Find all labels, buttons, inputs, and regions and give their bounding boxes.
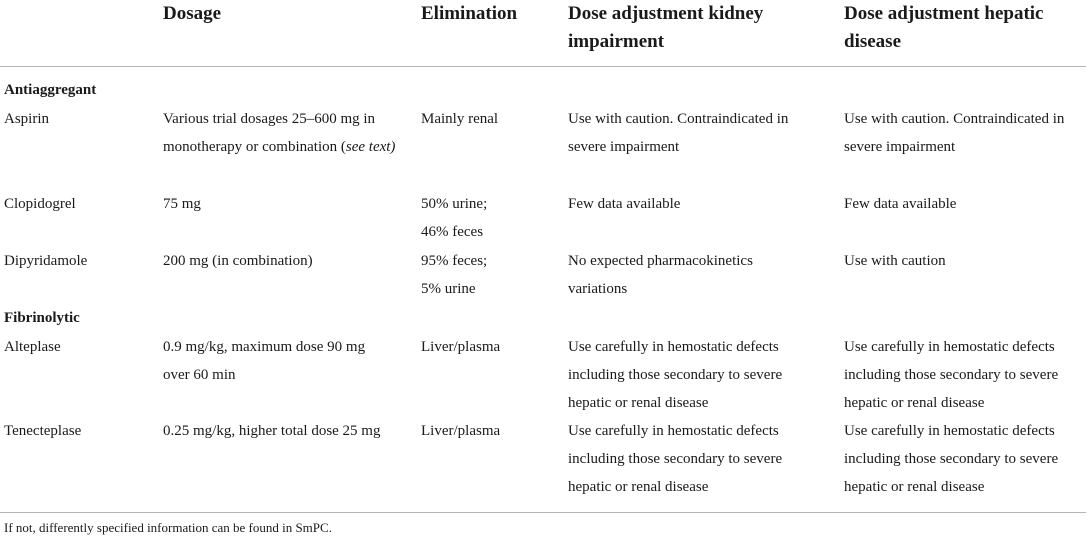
dosage-cell: 200 mg (in combination) [163, 253, 313, 269]
drug-name: Aspirin [4, 111, 49, 127]
elimination-line: 95% feces; [421, 253, 488, 269]
kidney-cell: Use with caution. Contraindicated in severe impairment [568, 111, 789, 155]
elimination-line: 46% feces [421, 224, 484, 240]
header-rule [0, 66, 1086, 67]
drug-name: Tenecteplase [4, 423, 82, 439]
hepatic-cell: Few data available [844, 196, 957, 212]
elimination-line: 5% urine [421, 281, 476, 297]
hepatic-cell: Use with caution. Contraindicated in severe impairment [844, 111, 1065, 155]
table-footnote: If not, differently specified information can be found in SmPC. [4, 520, 332, 535]
drug-name: Clopidogrel [4, 196, 76, 212]
dosage-cell: 0.25 mg/kg, higher total dose 25 mg [163, 423, 381, 439]
section-title: Fibrinolytic [4, 310, 80, 326]
kidney-cell: No expected pharmacokinetics variations [568, 253, 753, 297]
hepatic-cell: Use with caution [844, 253, 946, 269]
dosage-cell: 0.9 mg/kg, maximum dose 90 mg over 60 min [163, 339, 366, 383]
kidney-cell: Use carefully in hemostatic defects including those secondary to severe hepatic or renal disease [568, 339, 783, 411]
header-hepatic: Dose adjustment hepatic disease [844, 3, 1044, 52]
dosage-cell [163, 105, 408, 161]
kidney-cell: Few data available [568, 196, 681, 212]
dosage-text: Various trial dosages 25–600 mg in monotherapy or combination ( [163, 111, 376, 155]
header-dosage: Dosage [163, 3, 222, 24]
elimination-line: Liver/plasma [421, 423, 501, 439]
dosage-cell: 75 mg [163, 196, 201, 212]
dosage-note: see text) [345, 139, 396, 155]
section-title: Antiaggregant [4, 82, 97, 98]
drug-name: Alteplase [4, 339, 61, 355]
elimination-line: Liver/plasma [421, 339, 501, 355]
header-kidney: Dose adjustment kidney impairment [568, 3, 764, 52]
elimination-line: Mainly renal [421, 111, 499, 127]
hepatic-cell: Use carefully in hemostatic defects including those secondary to severe hepatic or renal disease [844, 339, 1059, 411]
bottom-rule [0, 512, 1086, 513]
hepatic-cell: Use carefully in hemostatic defects including those secondary to severe hepatic or renal disease [844, 423, 1059, 495]
elimination-line: 50% urine; [421, 196, 488, 212]
header-elimination: Elimination [421, 3, 518, 24]
drug-name: Dipyridamole [4, 253, 88, 269]
kidney-cell: Use carefully in hemostatic defects including those secondary to severe hepatic or renal disease [568, 423, 783, 495]
